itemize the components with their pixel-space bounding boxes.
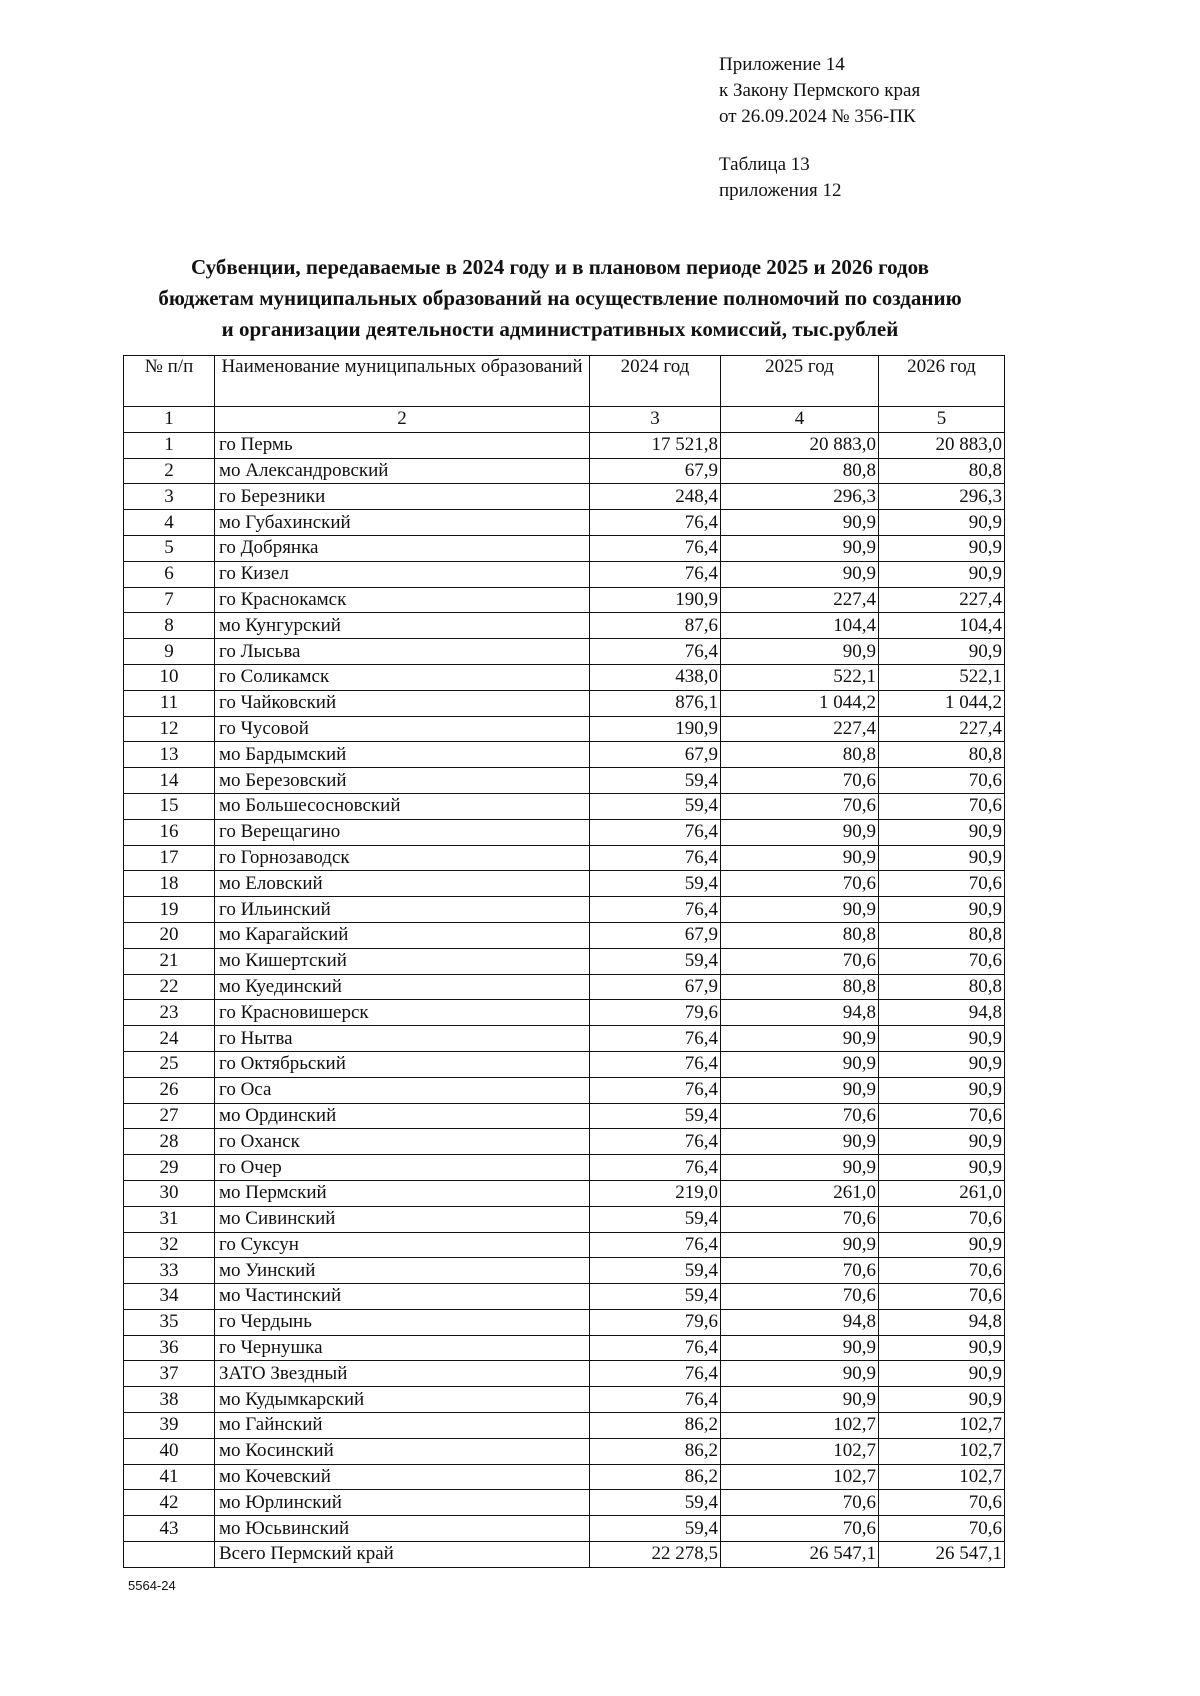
municipality-name: го Очер bbox=[215, 1155, 590, 1181]
value-2026: 70,6 bbox=[879, 1206, 1005, 1232]
table-row bbox=[124, 484, 1005, 510]
value-2026: 70,6 bbox=[879, 1284, 1005, 1310]
value-2025: 90,9 bbox=[721, 819, 879, 845]
table-row bbox=[124, 948, 1005, 974]
value-2026: 227,4 bbox=[879, 587, 1005, 613]
header-name: Наименование муниципальных образований bbox=[215, 356, 590, 407]
value-2025: 70,6 bbox=[721, 1490, 879, 1516]
row-number: 37 bbox=[124, 1361, 215, 1387]
municipality-name: го Лысьва bbox=[215, 639, 590, 665]
municipality-name: мо Гайнский bbox=[215, 1413, 590, 1439]
value-2025: 70,6 bbox=[721, 1258, 879, 1284]
row-number: 29 bbox=[124, 1155, 215, 1181]
value-2026: 104,4 bbox=[879, 613, 1005, 639]
value-2024: 67,9 bbox=[590, 974, 721, 1000]
value-2026: 90,9 bbox=[879, 639, 1005, 665]
value-2026: 70,6 bbox=[879, 871, 1005, 897]
row-number: 1 bbox=[124, 432, 215, 458]
value-2024: 86,2 bbox=[590, 1438, 721, 1464]
value-2026: 70,6 bbox=[879, 1258, 1005, 1284]
value-2025: 90,9 bbox=[721, 510, 879, 536]
value-2026: 70,6 bbox=[879, 1516, 1005, 1542]
row-number: 15 bbox=[124, 793, 215, 819]
value-2024: 248,4 bbox=[590, 484, 721, 510]
table-row bbox=[124, 639, 1005, 665]
value-2024: 79,6 bbox=[590, 1309, 721, 1335]
municipality-name: мо Куединский bbox=[215, 974, 590, 1000]
value-2024: 76,4 bbox=[590, 1129, 721, 1155]
row-number: 41 bbox=[124, 1464, 215, 1490]
table-row bbox=[124, 897, 1005, 923]
row-number: 26 bbox=[124, 1077, 215, 1103]
municipality-name: мо Сивинский bbox=[215, 1206, 590, 1232]
value-2025: 70,6 bbox=[721, 1284, 879, 1310]
value-2026: 70,6 bbox=[879, 768, 1005, 794]
value-2026: 1 044,2 bbox=[879, 690, 1005, 716]
municipality-name: мо Кудымкарский bbox=[215, 1387, 590, 1413]
value-2024: 76,4 bbox=[590, 1361, 721, 1387]
value-2024: 59,4 bbox=[590, 793, 721, 819]
value-2024: 76,4 bbox=[590, 561, 721, 587]
row-number: 36 bbox=[124, 1335, 215, 1361]
table-row bbox=[124, 561, 1005, 587]
municipality-name: мо Карагайский bbox=[215, 922, 590, 948]
row-number: 17 bbox=[124, 845, 215, 871]
row-number: 3 bbox=[124, 484, 215, 510]
row-number: 30 bbox=[124, 1180, 215, 1206]
table-row bbox=[124, 1309, 1005, 1335]
table-row bbox=[124, 845, 1005, 871]
row-number: 9 bbox=[124, 639, 215, 665]
value-2024: 79,6 bbox=[590, 1000, 721, 1026]
table-row bbox=[124, 974, 1005, 1000]
value-2026: 90,9 bbox=[879, 1155, 1005, 1181]
municipality-name: мо Ординский bbox=[215, 1103, 590, 1129]
row-number: 24 bbox=[124, 1026, 215, 1052]
table-row bbox=[124, 1051, 1005, 1077]
value-2026: 90,9 bbox=[879, 845, 1005, 871]
value-2025: 102,7 bbox=[721, 1464, 879, 1490]
table-row bbox=[124, 1516, 1005, 1542]
value-2026: 90,9 bbox=[879, 1077, 1005, 1103]
value-2025: 102,7 bbox=[721, 1438, 879, 1464]
value-2026: 90,9 bbox=[879, 1232, 1005, 1258]
value-2026: 90,9 bbox=[879, 897, 1005, 923]
value-2025: 1 044,2 bbox=[721, 690, 879, 716]
value-2025: 90,9 bbox=[721, 639, 879, 665]
value-2024: 17 521,8 bbox=[590, 432, 721, 458]
municipality-name: го Оханск bbox=[215, 1129, 590, 1155]
annex-block bbox=[719, 52, 920, 204]
row-number: 38 bbox=[124, 1387, 215, 1413]
value-2025: 90,9 bbox=[721, 1155, 879, 1181]
value-2025: 90,9 bbox=[721, 1051, 879, 1077]
municipality-name: мо Кунгурский bbox=[215, 613, 590, 639]
row-number: 8 bbox=[124, 613, 215, 639]
value-2024: 22 278,5 bbox=[590, 1542, 721, 1568]
value-2025: 70,6 bbox=[721, 1516, 879, 1542]
table-row bbox=[124, 510, 1005, 536]
table-row bbox=[124, 1490, 1005, 1516]
header-2024: 2024 год bbox=[590, 356, 721, 407]
value-2024: 76,4 bbox=[590, 1051, 721, 1077]
value-2026: 70,6 bbox=[879, 948, 1005, 974]
municipality-name: го Октябрьский bbox=[215, 1051, 590, 1077]
row-number: 10 bbox=[124, 664, 215, 690]
row-number: 23 bbox=[124, 1000, 215, 1026]
value-2025: 70,6 bbox=[721, 1206, 879, 1232]
title-line: бюджетам муниципальных образований на осуществление полномочий по созданию bbox=[158, 286, 962, 310]
value-2025: 104,4 bbox=[721, 613, 879, 639]
value-2025: 227,4 bbox=[721, 716, 879, 742]
table-row bbox=[124, 1129, 1005, 1155]
municipality-name: го Верещагино bbox=[215, 819, 590, 845]
value-2025: 90,9 bbox=[721, 1129, 879, 1155]
municipality-name: мо Еловский bbox=[215, 871, 590, 897]
value-2026: 102,7 bbox=[879, 1413, 1005, 1439]
value-2024: 76,4 bbox=[590, 1232, 721, 1258]
table-row bbox=[124, 1103, 1005, 1129]
value-2024: 59,4 bbox=[590, 1206, 721, 1232]
title-line: Субвенции, передаваемые в 2024 году и в плановом периоде 2025 и 2026 годов bbox=[191, 255, 929, 279]
table-header-row bbox=[124, 356, 1005, 407]
municipality-name: го Чусовой bbox=[215, 716, 590, 742]
row-number: 21 bbox=[124, 948, 215, 974]
annex-line: от 26.09.2024 № 356-ПК bbox=[719, 106, 916, 127]
value-2025: 90,9 bbox=[721, 1361, 879, 1387]
row-number: 2 bbox=[124, 458, 215, 484]
value-2026: 94,8 bbox=[879, 1000, 1005, 1026]
value-2025: 296,3 bbox=[721, 484, 879, 510]
municipality-name: го Чернушка bbox=[215, 1335, 590, 1361]
total-row bbox=[124, 1542, 1005, 1568]
value-2024: 76,4 bbox=[590, 1026, 721, 1052]
table-row bbox=[124, 1361, 1005, 1387]
municipality-name: мо Кишертский bbox=[215, 948, 590, 974]
header-2025: 2025 год bbox=[721, 356, 879, 407]
table-row bbox=[124, 1155, 1005, 1181]
document-code: 5564-24 bbox=[128, 1578, 176, 1593]
row-number: 16 bbox=[124, 819, 215, 845]
value-2025: 26 547,1 bbox=[721, 1542, 879, 1568]
municipality-name: го Соликамск bbox=[215, 664, 590, 690]
value-2026: 90,9 bbox=[879, 510, 1005, 536]
value-2026: 70,6 bbox=[879, 1103, 1005, 1129]
table-row bbox=[124, 742, 1005, 768]
value-2024: 86,2 bbox=[590, 1413, 721, 1439]
value-2025: 90,9 bbox=[721, 897, 879, 923]
row-number: 28 bbox=[124, 1129, 215, 1155]
table-row bbox=[124, 613, 1005, 639]
value-2025: 94,8 bbox=[721, 1000, 879, 1026]
value-2024: 67,9 bbox=[590, 742, 721, 768]
column-number: 4 bbox=[721, 407, 879, 433]
value-2025: 20 883,0 bbox=[721, 432, 879, 458]
value-2024: 59,4 bbox=[590, 1258, 721, 1284]
table-row bbox=[124, 1284, 1005, 1310]
value-2024: 876,1 bbox=[590, 690, 721, 716]
municipality-name: мо Александровский bbox=[215, 458, 590, 484]
value-2024: 438,0 bbox=[590, 664, 721, 690]
header-num: № п/п bbox=[124, 356, 215, 407]
municipality-name: Всего Пермский край bbox=[215, 1542, 590, 1568]
value-2024: 190,9 bbox=[590, 716, 721, 742]
municipality-name: го Чердынь bbox=[215, 1309, 590, 1335]
value-2026: 90,9 bbox=[879, 1387, 1005, 1413]
row-number: 13 bbox=[124, 742, 215, 768]
value-2024: 76,4 bbox=[590, 535, 721, 561]
table-ref-line: приложения 12 bbox=[719, 180, 842, 201]
value-2026: 80,8 bbox=[879, 922, 1005, 948]
municipality-name: го Березники bbox=[215, 484, 590, 510]
column-number-row bbox=[124, 407, 1005, 433]
municipality-name: го Красновишерск bbox=[215, 1000, 590, 1026]
row-number: 34 bbox=[124, 1284, 215, 1310]
value-2024: 76,4 bbox=[590, 1077, 721, 1103]
value-2024: 87,6 bbox=[590, 613, 721, 639]
value-2026: 80,8 bbox=[879, 974, 1005, 1000]
value-2024: 76,4 bbox=[590, 510, 721, 536]
value-2024: 76,4 bbox=[590, 845, 721, 871]
value-2026: 90,9 bbox=[879, 1129, 1005, 1155]
value-2024: 86,2 bbox=[590, 1464, 721, 1490]
table-row bbox=[124, 1000, 1005, 1026]
row-number: 11 bbox=[124, 690, 215, 716]
value-2025: 90,9 bbox=[721, 1335, 879, 1361]
value-2026: 94,8 bbox=[879, 1309, 1005, 1335]
value-2025: 90,9 bbox=[721, 1387, 879, 1413]
value-2025: 70,6 bbox=[721, 1103, 879, 1129]
municipality-name: мо Пермский bbox=[215, 1180, 590, 1206]
municipality-name: го Добрянка bbox=[215, 535, 590, 561]
value-2026: 70,6 bbox=[879, 793, 1005, 819]
table-row bbox=[124, 1258, 1005, 1284]
municipality-name: мо Уинский bbox=[215, 1258, 590, 1284]
value-2024: 67,9 bbox=[590, 458, 721, 484]
municipality-name: мо Березовский bbox=[215, 768, 590, 794]
value-2025: 261,0 bbox=[721, 1180, 879, 1206]
table-ref-line: Таблица 13 bbox=[719, 154, 810, 175]
value-2024: 76,4 bbox=[590, 639, 721, 665]
row-number: 39 bbox=[124, 1413, 215, 1439]
value-2025: 102,7 bbox=[721, 1413, 879, 1439]
row-number: 32 bbox=[124, 1232, 215, 1258]
table-row bbox=[124, 1413, 1005, 1439]
municipality-name: го Пермь bbox=[215, 432, 590, 458]
municipality-name: го Суксун bbox=[215, 1232, 590, 1258]
row-number: 4 bbox=[124, 510, 215, 536]
value-2026: 522,1 bbox=[879, 664, 1005, 690]
value-2025: 94,8 bbox=[721, 1309, 879, 1335]
table-row bbox=[124, 1206, 1005, 1232]
value-2025: 80,8 bbox=[721, 922, 879, 948]
value-2025: 90,9 bbox=[721, 1026, 879, 1052]
row-number: 20 bbox=[124, 922, 215, 948]
row-number: 7 bbox=[124, 587, 215, 613]
row-number: 27 bbox=[124, 1103, 215, 1129]
column-number: 5 bbox=[879, 407, 1005, 433]
municipality-name: мо Юрлинский bbox=[215, 1490, 590, 1516]
table-row bbox=[124, 871, 1005, 897]
value-2024: 59,4 bbox=[590, 1284, 721, 1310]
value-2026: 90,9 bbox=[879, 1361, 1005, 1387]
value-2026: 70,6 bbox=[879, 1490, 1005, 1516]
table-row bbox=[124, 432, 1005, 458]
value-2025: 80,8 bbox=[721, 742, 879, 768]
table-row bbox=[124, 458, 1005, 484]
document-title bbox=[110, 252, 1010, 345]
table-row bbox=[124, 690, 1005, 716]
table-row bbox=[124, 716, 1005, 742]
table-row bbox=[124, 922, 1005, 948]
row-number: 42 bbox=[124, 1490, 215, 1516]
table-row bbox=[124, 768, 1005, 794]
table-row bbox=[124, 1232, 1005, 1258]
municipality-name: мо Юсьвинский bbox=[215, 1516, 590, 1542]
row-number: 43 bbox=[124, 1516, 215, 1542]
value-2025: 70,6 bbox=[721, 793, 879, 819]
value-2026: 102,7 bbox=[879, 1464, 1005, 1490]
row-number: 6 bbox=[124, 561, 215, 587]
column-number: 2 bbox=[215, 407, 590, 433]
value-2024: 76,4 bbox=[590, 1387, 721, 1413]
value-2024: 76,4 bbox=[590, 897, 721, 923]
municipality-name: го Оса bbox=[215, 1077, 590, 1103]
value-2024: 59,4 bbox=[590, 1490, 721, 1516]
row-number: 40 bbox=[124, 1438, 215, 1464]
annex-line: Приложение 14 bbox=[719, 54, 845, 75]
row-number: 5 bbox=[124, 535, 215, 561]
value-2025: 70,6 bbox=[721, 948, 879, 974]
value-2025: 90,9 bbox=[721, 561, 879, 587]
value-2025: 90,9 bbox=[721, 1077, 879, 1103]
value-2026: 20 883,0 bbox=[879, 432, 1005, 458]
municipality-name: го Ильинский bbox=[215, 897, 590, 923]
municipality-name: мо Косинский bbox=[215, 1438, 590, 1464]
row-number: 35 bbox=[124, 1309, 215, 1335]
value-2026: 90,9 bbox=[879, 1335, 1005, 1361]
column-number: 1 bbox=[124, 407, 215, 433]
value-2024: 76,4 bbox=[590, 819, 721, 845]
value-2026: 261,0 bbox=[879, 1180, 1005, 1206]
row-number: 22 bbox=[124, 974, 215, 1000]
row-number: 31 bbox=[124, 1206, 215, 1232]
municipality-name: мо Частинский bbox=[215, 1284, 590, 1310]
row-number: 25 bbox=[124, 1051, 215, 1077]
row-number: 14 bbox=[124, 768, 215, 794]
subsidies-table bbox=[123, 355, 1005, 1568]
row-number: 19 bbox=[124, 897, 215, 923]
row-number bbox=[124, 1542, 215, 1568]
municipality-name: ЗАТО Звездный bbox=[215, 1361, 590, 1387]
value-2024: 59,4 bbox=[590, 1516, 721, 1542]
municipality-name: го Кизел bbox=[215, 561, 590, 587]
value-2025: 90,9 bbox=[721, 1232, 879, 1258]
row-number: 12 bbox=[124, 716, 215, 742]
column-number: 3 bbox=[590, 407, 721, 433]
table-row bbox=[124, 1077, 1005, 1103]
value-2026: 90,9 bbox=[879, 561, 1005, 587]
value-2024: 190,9 bbox=[590, 587, 721, 613]
value-2024: 59,4 bbox=[590, 948, 721, 974]
header-2026: 2026 год bbox=[879, 356, 1005, 407]
value-2025: 522,1 bbox=[721, 664, 879, 690]
municipality-name: мо Губахинский bbox=[215, 510, 590, 536]
table-row bbox=[124, 1387, 1005, 1413]
value-2025: 80,8 bbox=[721, 974, 879, 1000]
municipality-name: го Чайковский bbox=[215, 690, 590, 716]
municipality-name: мо Большесосновский bbox=[215, 793, 590, 819]
value-2024: 67,9 bbox=[590, 922, 721, 948]
value-2025: 90,9 bbox=[721, 845, 879, 871]
row-number: 33 bbox=[124, 1258, 215, 1284]
annex-line: к Закону Пермского края bbox=[719, 80, 921, 101]
value-2026: 227,4 bbox=[879, 716, 1005, 742]
municipality-name: го Горнозаводск bbox=[215, 845, 590, 871]
table-row bbox=[124, 1335, 1005, 1361]
value-2026: 80,8 bbox=[879, 458, 1005, 484]
value-2026: 90,9 bbox=[879, 819, 1005, 845]
table-row bbox=[124, 1180, 1005, 1206]
value-2025: 227,4 bbox=[721, 587, 879, 613]
value-2025: 70,6 bbox=[721, 768, 879, 794]
value-2026: 90,9 bbox=[879, 535, 1005, 561]
table-row bbox=[124, 1438, 1005, 1464]
value-2025: 80,8 bbox=[721, 458, 879, 484]
table-row bbox=[124, 587, 1005, 613]
value-2024: 76,4 bbox=[590, 1335, 721, 1361]
value-2024: 76,4 bbox=[590, 1155, 721, 1181]
value-2026: 80,8 bbox=[879, 742, 1005, 768]
value-2026: 90,9 bbox=[879, 1051, 1005, 1077]
municipality-name: го Нытва bbox=[215, 1026, 590, 1052]
table-row bbox=[124, 1464, 1005, 1490]
value-2024: 59,4 bbox=[590, 768, 721, 794]
value-2026: 102,7 bbox=[879, 1438, 1005, 1464]
table-row bbox=[124, 535, 1005, 561]
table-row bbox=[124, 664, 1005, 690]
value-2024: 219,0 bbox=[590, 1180, 721, 1206]
value-2024: 59,4 bbox=[590, 871, 721, 897]
row-number: 18 bbox=[124, 871, 215, 897]
title-line: и организации деятельности административных комиссий, тыс.рублей bbox=[221, 317, 899, 341]
table-row bbox=[124, 819, 1005, 845]
table-row bbox=[124, 793, 1005, 819]
table-row bbox=[124, 1026, 1005, 1052]
value-2025: 90,9 bbox=[721, 535, 879, 561]
value-2026: 296,3 bbox=[879, 484, 1005, 510]
value-2024: 59,4 bbox=[590, 1103, 721, 1129]
municipality-name: го Краснокамск bbox=[215, 587, 590, 613]
municipality-name: мо Кочевский bbox=[215, 1464, 590, 1490]
municipality-name: мо Бардымский bbox=[215, 742, 590, 768]
value-2026: 26 547,1 bbox=[879, 1542, 1005, 1568]
value-2026: 90,9 bbox=[879, 1026, 1005, 1052]
value-2025: 70,6 bbox=[721, 871, 879, 897]
